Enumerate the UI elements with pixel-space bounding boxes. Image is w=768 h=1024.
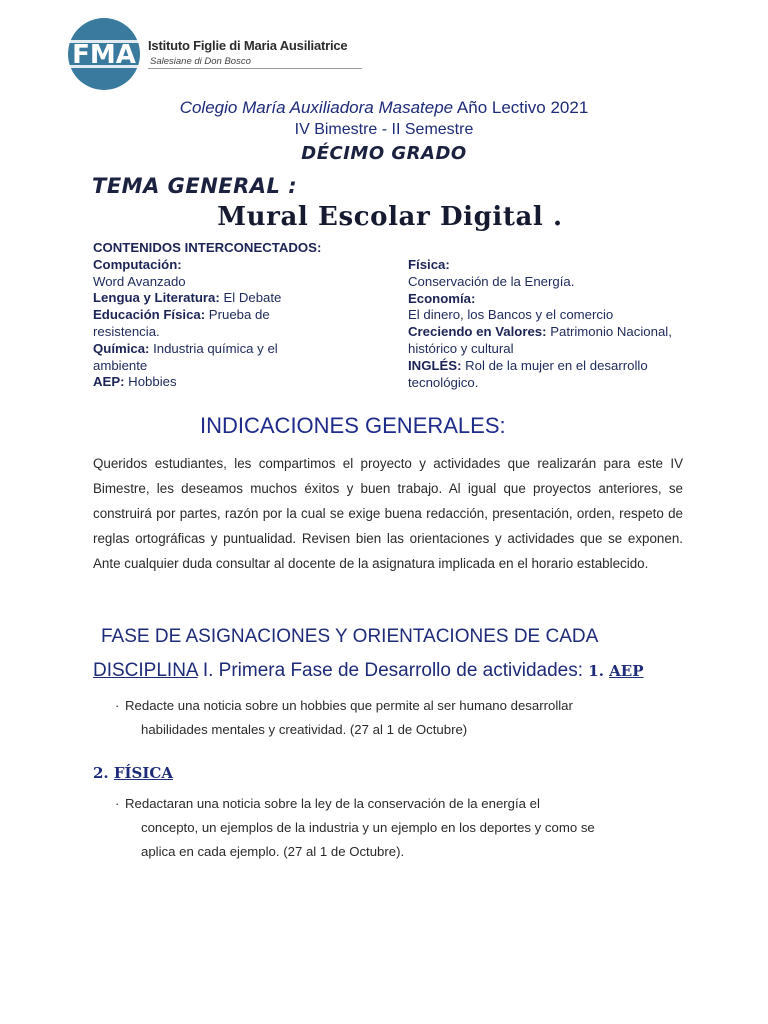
subject-text: Rol de la mujer en el desarrollo tecnológico. <box>408 357 648 390</box>
school-name: Colegio María Auxiliadora Masatepe <box>179 98 454 117</box>
subject-label: AEP: <box>93 374 125 390</box>
aep-line1: Redacte una noticia sobre un hobbies que permite al ser humano desarrollar <box>125 698 573 713</box>
subject-text: Word Avanzado <box>93 273 186 289</box>
school-year: Año Lectivo 2021 <box>453 98 589 117</box>
list-item <box>93 290 323 307</box>
fisica-instruction <box>115 792 683 864</box>
subject-text: Conservación de la Energía. <box>408 273 575 289</box>
tema-label: TEMA GENERAL : <box>92 174 298 198</box>
subject-label: Computación: <box>93 256 182 272</box>
subject-text: Prueba de resistencia. <box>93 307 270 339</box>
bullet-icon: · <box>115 698 120 713</box>
subject-label: Economía: <box>408 290 476 306</box>
subject-text: El dinero, los Bancos y el comercio <box>408 307 614 323</box>
institute-logo <box>66 16 366 96</box>
subject-text: El Debate <box>219 290 282 306</box>
list-item <box>93 307 323 341</box>
aep-line2: habilidades mentales y creatividad. (27 al 1 de Octubre) <box>141 722 468 737</box>
indicaciones-paragraph: Queridos estudiantes, les compartimos el proyecto y actividades que realizarán para este IV Bimestre, les deseamos muchos éxitos y buen trabajo. Al igual que proyectos anteriores, se construirá por partes, razón por la cual se exige buena redacción, presentación, orden, respeto de reglas ortográficas y puntualidad. Revisen bien las orientaciones y actividades que se exponen. Ante cualquier duda consultar al docente de la asignatura implicada en el horario establecido. <box>93 456 683 571</box>
list-item <box>93 341 323 375</box>
aep-heading <box>588 662 643 680</box>
fisica-label: FÍSICA <box>113 764 173 782</box>
subject-label: INGLÉS: <box>408 357 462 373</box>
subject-label: Física: <box>408 257 450 272</box>
fisica-number: 2. <box>93 764 114 782</box>
list-item <box>408 307 698 324</box>
list-item <box>93 274 323 291</box>
list-item <box>408 358 698 392</box>
fma-logo-icon <box>66 16 142 92</box>
indicaciones-title: INDICACIONES GENERALES: <box>200 413 506 438</box>
grade-title: DÉCIMO GRADO <box>301 143 467 164</box>
subject-label: Creciendo en Valores: <box>408 324 547 340</box>
fisica-heading <box>93 764 173 782</box>
period-line: IV Bimestre - II Semestre <box>294 121 474 138</box>
subject-text: Industria química y el ambiente <box>93 340 278 373</box>
subject-label: Educación Física: <box>93 307 206 323</box>
list-item <box>408 274 698 291</box>
list-item <box>408 324 698 358</box>
institute-name: Istituto Figlie di Maria Ausiliatrice <box>148 38 348 53</box>
list-item <box>93 257 323 274</box>
header-divider <box>148 68 362 69</box>
contenidos-heading: CONTENIDOS INTERCONECTADOS: <box>93 240 322 255</box>
contenidos-right <box>408 257 698 391</box>
subject-label: Química: <box>93 340 150 356</box>
subject-text: Hobbies <box>124 374 177 390</box>
aep-number: 1. <box>588 662 610 680</box>
subject-label: Lengua y Literatura: <box>93 290 220 306</box>
aep-instruction <box>115 694 675 742</box>
logo-lettering: FMA <box>72 40 136 70</box>
list-item <box>408 291 698 308</box>
fase-heading-line1: FASE DE ASIGNACIONES Y ORIENTACIONES DE CADA <box>101 626 599 647</box>
fase-subtitle: I. Primera Fase de Desarrollo de actividades: <box>197 660 589 681</box>
subject-text: Patrimonio Nacional, histórico y cultural <box>408 324 672 356</box>
disciplina-label: DISCIPLINA <box>93 660 198 681</box>
list-item <box>408 257 698 274</box>
contenidos-left <box>93 240 323 391</box>
bullet-icon: · <box>115 796 120 811</box>
list-item <box>93 374 323 391</box>
fisica-line1: Redactaran una noticia sobre la ley de la conservación de la energía el <box>125 796 540 811</box>
aep-label: AEP <box>609 662 644 680</box>
school-line <box>0 98 768 118</box>
tema-value: Mural Escolar Digital . <box>217 202 563 232</box>
institute-subtitle: Salesiane di Don Bosco <box>150 56 251 67</box>
fisica-line2: concepto, un ejemplos de la industria y un ejemplo en los deportes y como se <box>141 820 595 835</box>
fase-heading-line2 <box>93 660 644 682</box>
fisica-line3: aplica en cada ejemplo. (27 al 1 de Octubre). <box>141 844 405 859</box>
